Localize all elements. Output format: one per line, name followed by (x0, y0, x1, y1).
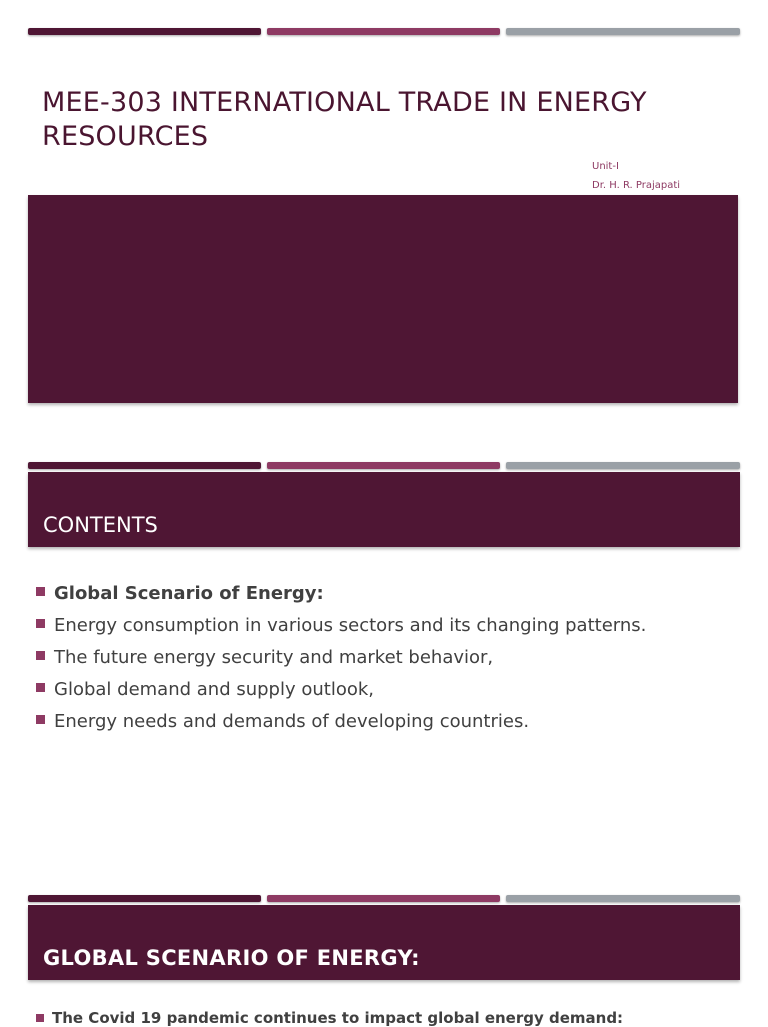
bullet-square-icon (36, 1014, 44, 1022)
slide3-title: GLOBAL SCENARIO OF ENERGY: (43, 946, 420, 970)
slide2-title: CONTENTS (43, 513, 158, 537)
list-item-text: Energy consumption in various sectors and its changing patterns. (54, 615, 647, 636)
slide1-title: MEE-303 INTERNATIONAL TRADE IN ENERGY RESOURCES (42, 87, 647, 152)
bullet-square-icon (36, 587, 45, 596)
bullet-square-icon (36, 619, 45, 628)
slide1-unit: Unit-I (592, 161, 619, 172)
stripe-segment-dark (28, 28, 261, 35)
list-item (36, 711, 736, 743)
stripe-segment-accent (267, 28, 500, 35)
stripe-segment-gray (506, 895, 740, 902)
slide1-author: Dr. H. R. Prajapati (592, 180, 681, 191)
slide3-header (28, 905, 740, 980)
slide1-panel (28, 195, 738, 403)
bullet-square-icon (36, 683, 45, 692)
stripe-segment-dark (28, 895, 261, 902)
slide2-header (28, 472, 740, 547)
list-item (36, 647, 736, 679)
list-item (36, 583, 736, 615)
list-item-text: Energy needs and demands of developing countries. (54, 711, 530, 732)
list-item-text: The future energy security and market behavior, (54, 647, 494, 668)
slide3-bullet-text: The Covid 19 pandemic continues to impact global energy demand: (52, 1009, 624, 1027)
stripe-segment-accent (267, 895, 500, 902)
list-item (36, 615, 736, 647)
bullet-square-icon (36, 715, 45, 724)
slide3-stripe (28, 895, 740, 902)
stripe-segment-dark (28, 462, 261, 469)
slide1-stripe (28, 28, 740, 35)
stripe-segment-gray (506, 462, 740, 469)
slide3-bullet (36, 1009, 768, 1027)
stripe-segment-accent (267, 462, 500, 469)
list-item-text: Global demand and supply outlook, (54, 679, 375, 700)
list-item (36, 679, 736, 711)
stripe-segment-gray (506, 28, 740, 35)
bullet-square-icon (36, 651, 45, 660)
list-item-text: Global Scenario of Energy: (54, 583, 324, 604)
slide2-stripe (28, 462, 740, 469)
contents-list (36, 583, 736, 743)
